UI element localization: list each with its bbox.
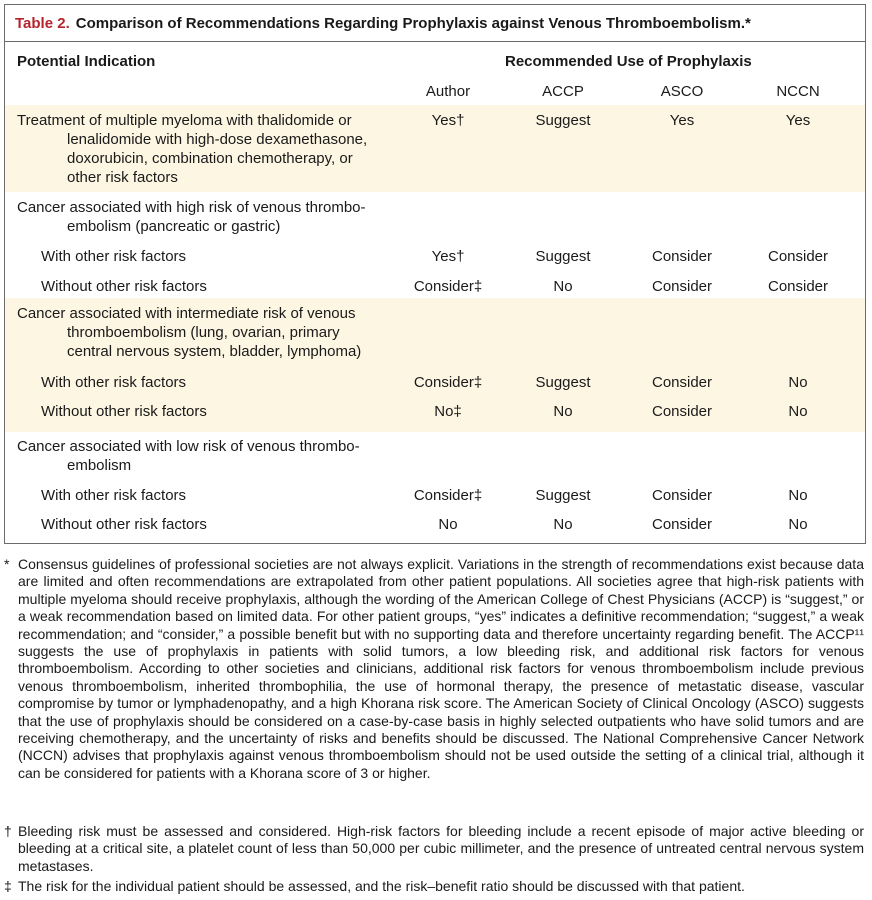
indication-line: thromboembolism (lung, ovarian, primary	[67, 324, 340, 341]
footnote-text: Bleeding risk must be assessed and considered. High-risk factors for bleeding include a recent episode of major active bleeding or bleeding at a critical site, a platelet count of less than 50,000 per cubic millimeter, and the presence of untreated central nervous system metastases.	[18, 823, 864, 874]
cell-accp: Suggest	[535, 374, 591, 391]
footnote-text: The risk for the individual patient should be assessed, and the risk–benefit ratio should be discussed with that patient.	[18, 878, 745, 894]
indication-line: Cancer associated with intermediate risk of venous	[17, 305, 356, 322]
cell-author: Consider‡	[413, 374, 483, 391]
indication-line: Without other risk factors	[41, 278, 207, 295]
indication-line: lenalidomide with high-dose dexamethasone,	[67, 131, 368, 148]
indication-line: Cancer associated with low risk of venous thrombo-	[17, 438, 360, 455]
cell-asco: Yes	[669, 112, 695, 129]
cell-asco: Consider	[651, 374, 713, 391]
footnote-mark: *	[4, 556, 10, 572]
indication-line: With other risk factors	[41, 487, 187, 504]
table-label: Table 2.	[15, 14, 70, 32]
table-frame	[4, 4, 866, 544]
cell-author: Yes†	[431, 112, 465, 129]
indication-line: Without other risk factors	[41, 516, 207, 533]
indication-line: central nervous system, bladder, lymphoma)	[67, 343, 362, 360]
cell-accp: No	[553, 278, 573, 295]
cell-asco: Consider	[651, 403, 713, 420]
cell-nccn: No	[788, 516, 808, 533]
indication-line: embolism (pancreatic or gastric)	[67, 218, 281, 235]
footnote-mark: †	[4, 823, 12, 839]
table-section-low-risk	[5, 432, 865, 542]
indication-line: With other risk factors	[41, 248, 187, 265]
column-header-author: Author	[425, 83, 471, 100]
cell-accp: Suggest	[535, 487, 591, 504]
table-title: Comparison of Recommendations Regarding Prophylaxis against Venous Thromboembolism.*	[75, 14, 751, 32]
cell-accp: Suggest	[535, 112, 591, 129]
cell-asco: Consider	[651, 248, 713, 265]
footnote-text: Consensus guidelines of professional societies are not always explicit. Variations in the strength of recommendations exist because data are limited and often recommendations are extrapolated from other patient populations. All societies agree that high-risk patients with multiple myeloma should receive prophylaxis, although the wording of the American College of Chest Physicians (ACCP) is “suggest,” or a weak recommendation based on limited data. For other patient groups, “yes” indicates a definitive recommendation; “suggest,” a weak recommendation; and “consider,” a possible benefit but with no supporting data and therefore uncertainty regarding benefit. The ACCP¹¹ suggests the use of prophylaxis in patients with solid tumors, a low bleeding risk, and additional risk factors for venous thromboembolism. According to other societies and clinicians, additional risk factors for venous thromboembolism include previous venous thromboembolism, inherited thrombophilia, the use of hormonal therapy, the presence of metastatic disease, vascular compromise by tumor or lymphadenopathy, and a high Khorana risk score. The American Society of Clinical Oncology (ASCO) suggests that the use of prophylaxis should be considered on a case-by-case basis in highly selected outpatients who have solid tumors and are receiving chemotherapy, and the uncertainty of risks and benefits should be discussed. The National Comprehensive Cancer Network (NCCN) advises that prophylaxis against venous thromboembolism should not be used outside the setting of a clinical trial, although it can be considered for patients with a Khorana score of 3 or higher.	[18, 556, 864, 781]
cell-author: Consider‡	[413, 278, 483, 295]
column-header-nccn: NCCN	[776, 83, 820, 100]
cell-author: No‡	[434, 403, 462, 420]
cell-nccn: Consider	[767, 278, 829, 295]
table-row-multiple-myeloma	[5, 105, 865, 192]
cell-accp: Suggest	[535, 248, 591, 265]
footnote-double-dagger	[4, 878, 864, 895]
table-section-intermediate-risk	[5, 298, 865, 432]
cell-nccn: No	[788, 374, 808, 391]
cell-author: No	[438, 516, 458, 533]
cell-accp: No	[553, 403, 573, 420]
indication-line: Treatment of multiple myeloma with thalidomide or	[17, 112, 352, 129]
cell-author: Yes†	[431, 248, 465, 265]
cell-author: Consider‡	[413, 487, 483, 504]
footnote-asterisk	[4, 556, 864, 782]
indication-header: Potential Indication	[17, 53, 156, 70]
cell-asco: Consider	[651, 516, 713, 533]
footnote-mark: ‡	[4, 878, 12, 894]
footnote-dagger	[4, 823, 864, 875]
indication-line: other risk factors	[67, 169, 178, 186]
cell-nccn: No	[788, 403, 808, 420]
recommended-header: Recommended Use of Prophylaxis	[505, 53, 752, 70]
cell-asco: Consider	[651, 278, 713, 295]
indication-line: Cancer associated with high risk of venous thrombo-	[17, 199, 366, 216]
indication-line: Without other risk factors	[41, 403, 207, 420]
indication-line: embolism	[67, 457, 132, 474]
indication-line: With other risk factors	[41, 374, 187, 391]
table-title-bar	[5, 5, 865, 42]
cell-asco: Consider	[651, 487, 713, 504]
column-header-asco: ASCO	[660, 83, 704, 100]
cell-nccn: No	[788, 487, 808, 504]
column-header-accp: ACCP	[542, 83, 584, 100]
indication-line: doxorubicin, combination chemotherapy, or	[67, 150, 353, 167]
table-section-high-risk	[5, 192, 865, 298]
cell-nccn: Yes	[785, 112, 811, 129]
cell-nccn: Consider	[767, 248, 829, 265]
cell-accp: No	[553, 516, 573, 533]
